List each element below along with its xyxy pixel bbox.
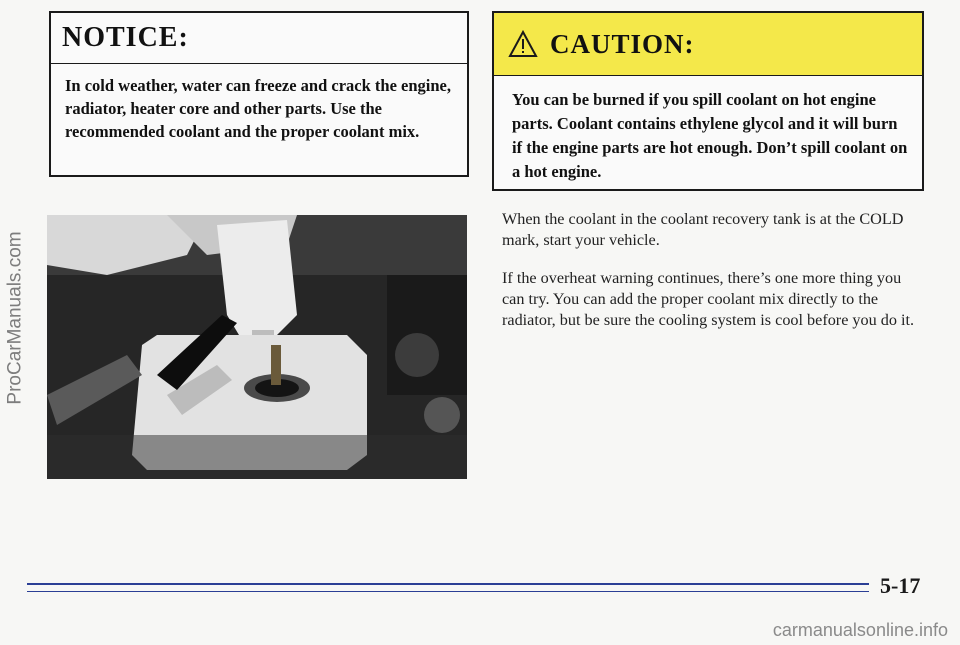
caution-box: [492, 11, 924, 191]
notice-header: [51, 13, 467, 64]
footer-rule-secondary: [27, 591, 869, 592]
caution-header: [494, 13, 922, 76]
photo-illustration: [47, 215, 467, 479]
coolant-pouring-photo: [47, 215, 467, 479]
side-watermark: ProCarManuals.com: [5, 231, 27, 405]
warning-triangle-icon: [508, 30, 538, 58]
paragraph-cold-mark: When the coolant in the coolant recovery tank is at the COLD mark, start your vehicle.: [502, 210, 904, 249]
page-number: 5-17: [880, 573, 921, 598]
bottom-watermark: carmanualsonline.info: [772, 620, 948, 640]
notice-body: In cold weather, water can freeze and crack the engine, radiator, heater core and other parts. Use the recommended coolant and the proper coolant mix.: [65, 76, 452, 141]
caution-body: You can be burned if you spill coolant on hot engine parts. Coolant contains ethylene glycol and it will burn if the engine parts are hot enough. Don’t spill coolant on a hot engine.: [512, 90, 908, 181]
footer-rule: [27, 583, 869, 585]
notice-title: NOTICE:: [62, 22, 189, 53]
notice-box: [49, 11, 469, 177]
caution-title: CAUTION:: [550, 28, 695, 59]
paragraph-overheat-warning: If the overheat warning continues, there’s one more thing you can try. You can add the proper coolant mix directly to the radiator, but be sure the cooling system is cool before you do it.: [502, 269, 915, 329]
